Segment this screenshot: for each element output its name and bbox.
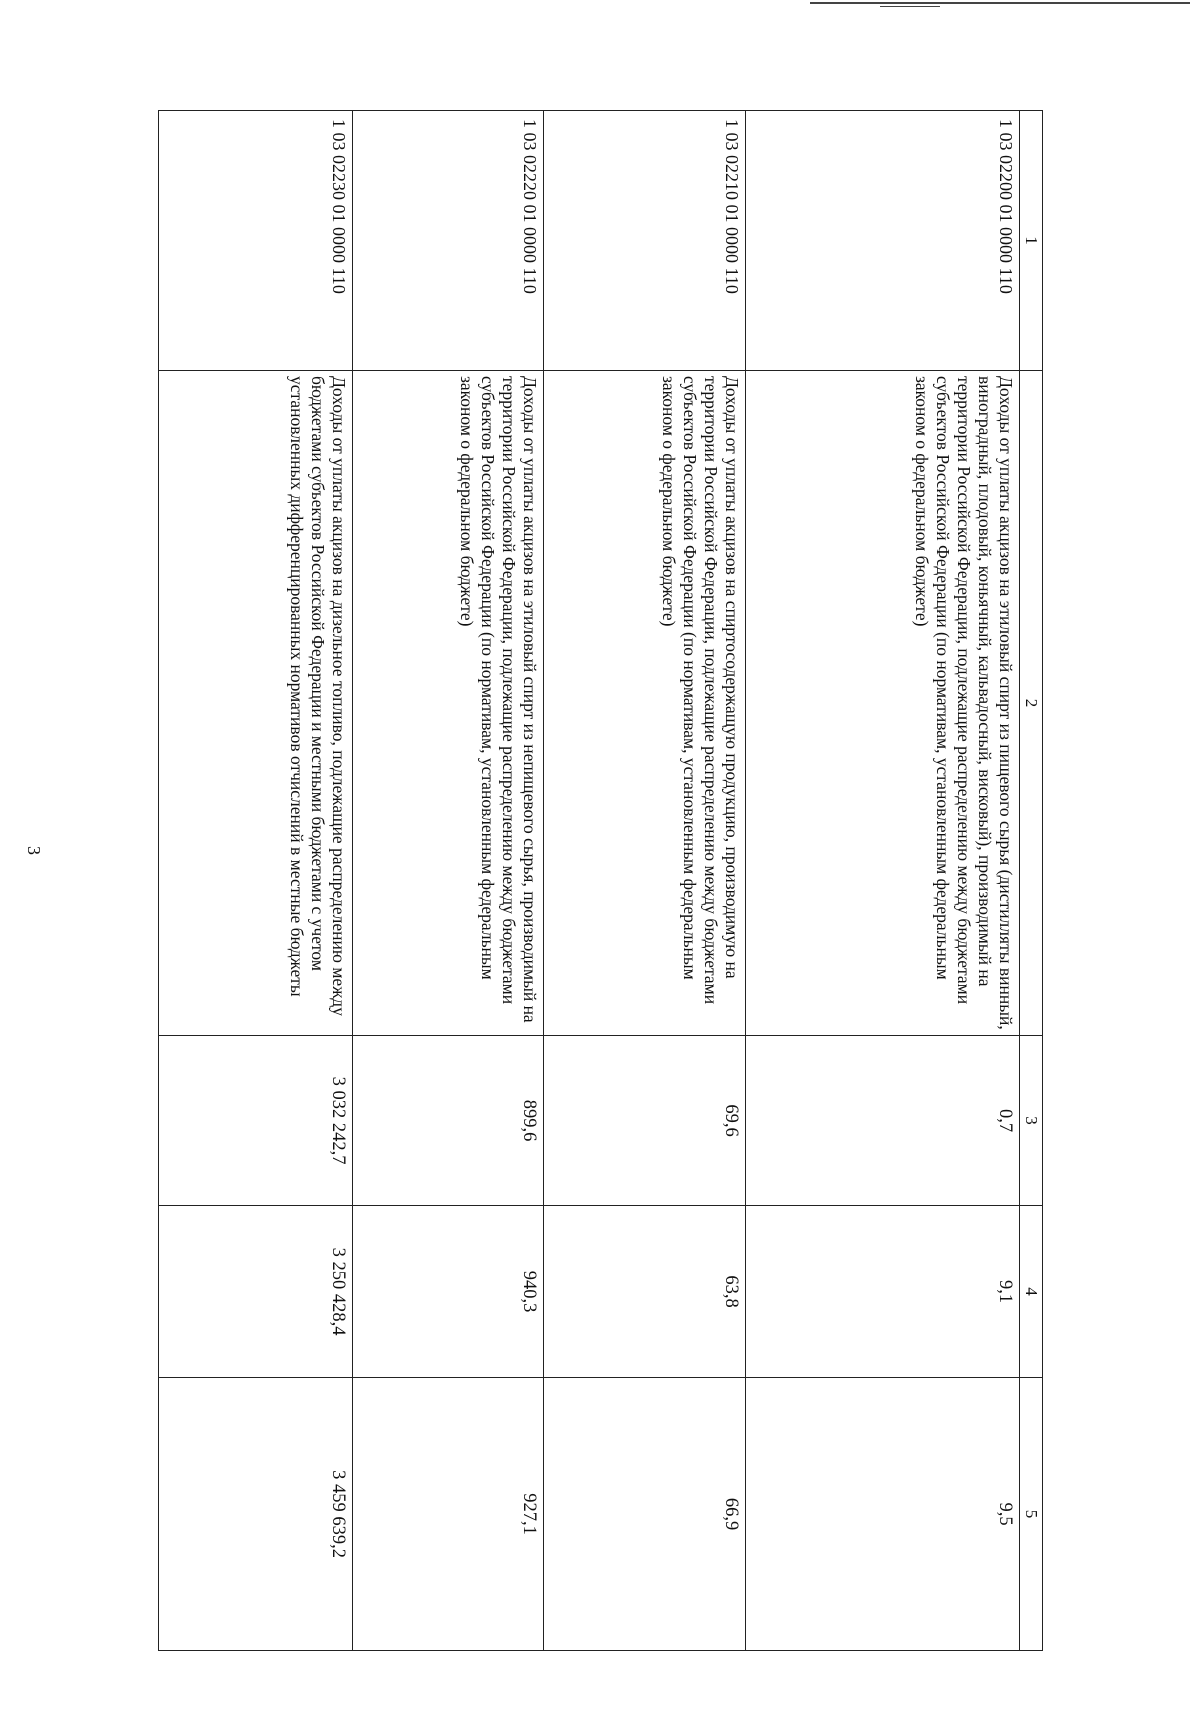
value-col4-cell: 9,1	[746, 1206, 1019, 1378]
column-header-4: 4	[1019, 1206, 1042, 1378]
table-row	[544, 111, 746, 1651]
budget-code-cell: 1 03 02220 01 0000 110	[352, 111, 543, 371]
scan-edge-line-short	[880, 6, 940, 7]
column-header-2: 2	[1019, 371, 1042, 1036]
column-number-row	[1019, 111, 1042, 1651]
value-col5-cell: 927,1	[352, 1378, 543, 1651]
column-header-1: 1	[1019, 111, 1042, 371]
rotated-table-wrapper	[158, 110, 1043, 1650]
budget-code-cell: 1 03 02230 01 0000 110	[159, 111, 353, 371]
description-cell: Доходы от уплаты акцизов на дизельное топливо, подлежащие распределению между бюджетами субъектов Российской Федерации и местными бюджетами с учетом установленных дифференцированных нормативов отчислений в местные бюджеты	[159, 371, 353, 1036]
value-col4-cell: 63,8	[544, 1206, 746, 1378]
page-number: 3	[24, 846, 44, 855]
budget-revenue-table	[158, 110, 1043, 1651]
value-col3-cell: 0,7	[746, 1036, 1019, 1206]
column-header-3: 3	[1019, 1036, 1042, 1206]
value-col3-cell: 69,6	[544, 1036, 746, 1206]
value-col4-cell: 940,3	[352, 1206, 543, 1378]
value-col5-cell: 9,5	[746, 1378, 1019, 1651]
value-col3-cell: 3 032 242,7	[159, 1036, 353, 1206]
table-row	[159, 111, 353, 1651]
budget-code-cell: 1 03 02200 01 0000 110	[746, 111, 1019, 371]
scan-edge-line	[810, 2, 1190, 4]
value-col3-cell: 899,6	[352, 1036, 543, 1206]
value-col5-cell: 66,9	[544, 1378, 746, 1651]
value-col4-cell: 3 250 428,4	[159, 1206, 353, 1378]
description-cell: Доходы от уплаты акцизов на этиловый спирт из пищевого сырья (дистилляты винный, виноградный, плодовый, коньячный, кальвадосный, висковый), производимый на территории Российской Федерации, подлежащие распределению между бюджетами субъектов Российской Федерации (по нормативам, установленным федеральным законом о федеральном бюджете)	[746, 371, 1019, 1036]
description-cell: Доходы от уплаты акцизов на этиловый спирт из непищевого сырья, производимый на территории Российской Федерации, подлежащие распределению между бюджетами субъектов Российской Федерации (по нормативам, установленным федеральным законом о федеральном бюджете)	[352, 371, 543, 1036]
table-row	[746, 111, 1019, 1651]
column-header-5: 5	[1019, 1378, 1042, 1651]
description-cell: Доходы от уплаты акцизов на спиртосодержащую продукцию, производимую на территории Российской Федерации, подлежащие распределению между бюджетами субъектов Российской Федерации (по нормативам, установленным федеральным законом о федеральном бюджете)	[544, 371, 746, 1036]
value-col5-cell: 3 459 639,2	[159, 1378, 353, 1651]
budget-code-cell: 1 03 02210 01 0000 110	[544, 111, 746, 371]
table-row	[352, 111, 543, 1651]
